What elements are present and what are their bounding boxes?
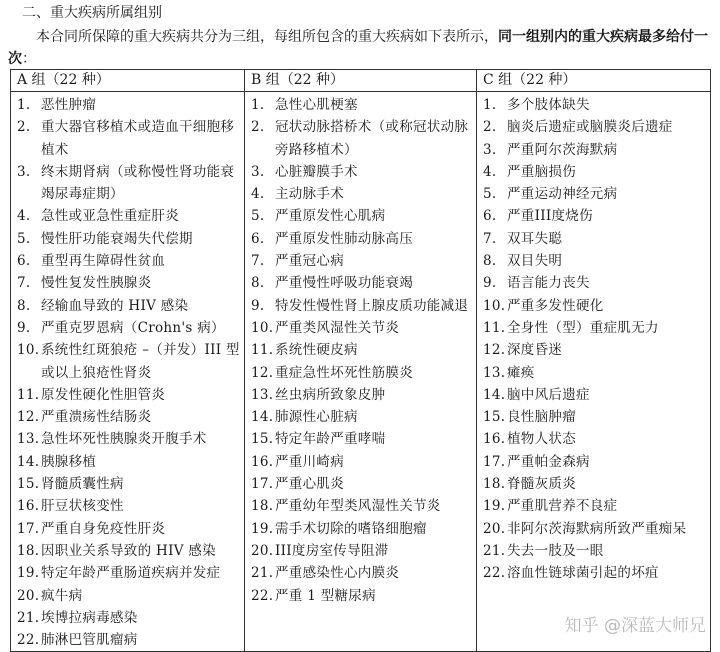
item-number: 15.: [483, 409, 506, 426]
list-item: [245, 250, 476, 272]
item-number: 11.: [17, 386, 40, 403]
list-item: [245, 161, 476, 183]
group-c-list: [477, 94, 710, 585]
list-item: [11, 116, 244, 161]
list-item: [11, 540, 244, 562]
disease-name: 植物人状态: [507, 431, 576, 448]
item-number: 19.: [17, 565, 40, 582]
list-item: [477, 272, 710, 294]
section-heading: 二、重大疾病所属组别: [22, 5, 162, 21]
list-item: [245, 406, 476, 428]
disease-name: 系统性硬皮病: [275, 342, 358, 359]
list-item: [477, 362, 710, 384]
list-item: [11, 272, 244, 294]
disease-name: 疯牛病: [41, 587, 83, 604]
list-item: [11, 94, 244, 116]
list-item: [477, 161, 710, 183]
disease-name: 特发性慢性肾上腺皮质功能减退: [275, 297, 469, 314]
item-number: 18.: [17, 542, 40, 559]
list-item: [11, 317, 244, 339]
item-number: 1.: [17, 97, 31, 113]
disease-name: 系统性红斑狼疮 –（并发）III 型或以上狼疮性肾炎: [41, 342, 240, 381]
item-number: 15.: [17, 476, 40, 493]
item-number: 3.: [251, 163, 265, 180]
item-number: 14.: [483, 386, 506, 403]
item-number: 4.: [251, 186, 265, 203]
list-item: [11, 228, 244, 250]
disease-name: 需手术切除的嗜铬细胞瘤: [275, 520, 427, 537]
list-item: [245, 317, 476, 339]
table-body-row: [11, 92, 711, 652]
disease-name: 良性脑肿瘤: [507, 409, 576, 426]
disease-name: 严重类风湿性关节炎: [275, 319, 400, 336]
group-c-cell: [477, 92, 711, 652]
list-item: [477, 384, 710, 406]
disease-name: 严重原发性肺动脉高压: [275, 230, 413, 247]
list-item: [245, 228, 476, 250]
list-item: [477, 562, 710, 584]
list-item: [245, 94, 476, 116]
list-item: [245, 272, 476, 294]
list-item: [245, 384, 476, 406]
item-number: 20.: [483, 520, 506, 537]
disease-name: 严重多发性硬化: [507, 297, 604, 314]
item-number: 21.: [483, 542, 506, 559]
list-item: [477, 495, 710, 517]
item-number: 21.: [251, 565, 274, 582]
disease-name: 肝豆状核变性: [41, 498, 124, 515]
disease-name: 慢性肝功能衰竭失代偿期: [41, 230, 193, 247]
item-number: 3.: [17, 163, 31, 180]
list-item: [11, 406, 244, 428]
disease-name: 肺淋巴管肌瘤病: [41, 632, 138, 649]
list-item: [477, 250, 710, 272]
disease-name: 胰腺移植: [41, 453, 97, 470]
item-number: 21.: [17, 609, 40, 626]
list-item: [245, 451, 476, 473]
disease-name: 急性或亚急性重症肝炎: [41, 208, 179, 225]
table-header-row: [11, 70, 711, 92]
disease-name: 严重感染性心内膜炎: [275, 565, 400, 582]
list-item: [245, 428, 476, 450]
disease-name: 因职业关系导致的 HIV 感染: [41, 542, 216, 559]
disease-name: 原发性硬化性胆管炎: [41, 386, 166, 403]
disease-name: 深度昏迷: [507, 342, 563, 359]
item-number: 14.: [17, 453, 40, 470]
item-number: 11.: [251, 342, 274, 359]
list-item: [477, 205, 710, 227]
disease-name: 多个肢体缺失: [507, 97, 590, 113]
list-item: [245, 540, 476, 562]
list-item: [477, 94, 710, 116]
item-number: 20.: [17, 587, 40, 604]
list-item: [477, 518, 710, 540]
list-item: [477, 317, 710, 339]
item-number: 12.: [17, 409, 40, 426]
list-item: [11, 473, 244, 495]
intro-bold-text: 同一组别内的重大疾病最多给付一次: [8, 29, 708, 67]
list-item: [11, 607, 244, 629]
disease-name: 严重克罗恩病（Crohn's 病）: [41, 319, 225, 336]
disease-groups-table: [10, 69, 711, 652]
disease-name: 重大器官移植术或造血干细胞移植术: [41, 119, 235, 158]
disease-name: 严重心肌炎: [275, 476, 344, 493]
list-item: [11, 161, 244, 206]
list-item: [11, 295, 244, 317]
disease-name: 严重溃疡性结肠炎: [41, 409, 152, 426]
item-number: 12.: [251, 364, 274, 381]
item-number: 13.: [251, 386, 274, 403]
list-item: [477, 228, 710, 250]
list-item: [477, 540, 710, 562]
list-item: [245, 473, 476, 495]
disease-name: 严重 1 型糖尿病: [275, 587, 376, 604]
list-item: [11, 629, 244, 651]
list-item: [11, 518, 244, 540]
list-item: [11, 585, 244, 607]
item-number: 8.: [483, 253, 497, 270]
item-number: 7.: [251, 253, 265, 270]
disease-name: 严重慢性呼吸功能衰竭: [275, 275, 413, 292]
list-item: [477, 183, 710, 205]
list-item: [245, 339, 476, 361]
disease-name: 严重帕金森病: [507, 453, 590, 470]
list-item: [477, 116, 710, 138]
item-number: 2.: [17, 119, 31, 136]
disease-name: 严重III度烧伤: [507, 208, 593, 225]
watermark: 知乎 @深蓝大师兄: [564, 616, 706, 636]
item-number: 12.: [483, 342, 506, 359]
disease-name: 语言能力丧失: [507, 275, 590, 292]
item-number: 1.: [251, 97, 265, 113]
item-number: 18.: [251, 498, 274, 515]
list-item: [477, 473, 710, 495]
disease-name: 严重阿尔茨海默病: [507, 141, 618, 158]
item-number: 4.: [483, 163, 497, 180]
disease-name: 特定年龄严重肠道疾病并发症: [41, 565, 221, 582]
list-item: [11, 339, 244, 384]
disease-name: 重型再生障碍性贫血: [41, 253, 166, 270]
disease-name: 重症急性坏死性筋膜炎: [275, 364, 413, 381]
item-number: 2.: [251, 119, 265, 136]
list-item: [245, 495, 476, 517]
group-a-list: [11, 94, 244, 651]
list-item: [477, 295, 710, 317]
list-item: [245, 295, 476, 317]
disease-name: 终末期肾病（或称慢性肾功能衰竭尿毒症期）: [41, 163, 235, 203]
disease-name: 主动脉手术: [275, 186, 344, 203]
item-number: 1.: [483, 97, 497, 113]
item-number: 5.: [483, 186, 497, 203]
list-item: [245, 183, 476, 205]
item-number: 9.: [251, 297, 265, 314]
list-item: [11, 562, 244, 584]
intro-paragraph: [8, 26, 712, 70]
list-item: [245, 562, 476, 584]
disease-name: 急性坏死性胰腺炎开腹手术: [41, 431, 207, 448]
item-number: 6.: [483, 208, 497, 225]
item-number: 18.: [483, 476, 506, 493]
list-item: [477, 139, 710, 161]
item-number: 10.: [483, 297, 506, 314]
item-number: 20.: [251, 542, 274, 559]
disease-name: 瘫痪: [507, 364, 535, 381]
disease-name: 丝虫病所致象皮肿: [275, 386, 386, 403]
item-number: 8.: [251, 275, 265, 292]
group-c-header: C 组（22 种）: [477, 70, 711, 92]
disease-name: 严重幼年型类风湿性关节炎: [275, 498, 441, 515]
item-number: 10.: [251, 319, 274, 336]
list-item: [245, 585, 476, 607]
list-item: [245, 205, 476, 227]
disease-name: 双耳失聪: [507, 230, 563, 247]
item-number: 6.: [17, 253, 31, 270]
item-number: 3.: [483, 141, 497, 158]
disease-name: 脑炎后遗症或脑膜炎后遗症: [507, 119, 673, 136]
disease-name: 肺源性心脏病: [275, 409, 358, 426]
list-item: [477, 406, 710, 428]
item-number: 17.: [251, 476, 274, 493]
disease-name: 严重川崎病: [275, 453, 344, 470]
disease-name: 严重运动神经元病: [507, 186, 618, 203]
disease-name: 肾髓质囊性病: [41, 476, 124, 493]
list-item: [11, 250, 244, 272]
list-item: [11, 451, 244, 473]
list-item: [477, 339, 710, 361]
list-item: [245, 518, 476, 540]
item-number: 10.: [17, 342, 40, 359]
disease-name: 严重冠心病: [275, 253, 344, 270]
disease-name: III度房室传导阻滞: [275, 542, 389, 559]
disease-name: 脊髓灰质炎: [507, 476, 576, 493]
list-item: [11, 428, 244, 450]
item-number: 8.: [17, 297, 31, 314]
group-b-list: [245, 94, 476, 607]
disease-name: 严重脑损伤: [507, 163, 576, 180]
disease-name: 全身性（型）重症肌无力: [507, 319, 659, 336]
item-number: 11.: [483, 319, 506, 336]
item-number: 22.: [17, 632, 40, 649]
item-number: 19.: [483, 498, 506, 515]
group-b-header: B 组（22 种）: [245, 70, 477, 92]
list-item: [11, 384, 244, 406]
group-a-header: A 组（22 种）: [11, 70, 245, 92]
list-item: [477, 451, 710, 473]
item-number: 7.: [17, 275, 31, 292]
list-item: [477, 428, 710, 450]
disease-name: 经输血导致的 HIV 感染: [41, 297, 189, 314]
disease-name: 慢性复发性胰腺炎: [41, 275, 152, 292]
intro-text: 本合同所保障的重大疾病共分为三组，每组所包含的重大疾病如下表所示，: [36, 29, 498, 45]
item-number: 16.: [251, 453, 274, 470]
item-number: 7.: [483, 230, 497, 247]
item-number: 16.: [483, 431, 506, 448]
list-item: [245, 116, 476, 161]
item-number: 15.: [251, 431, 274, 448]
item-number: 14.: [251, 409, 274, 426]
item-number: 9.: [483, 275, 497, 292]
item-number: 19.: [251, 520, 274, 537]
disease-name: 严重肌营养不良症: [507, 498, 618, 515]
disease-name: 心脏瓣膜手术: [275, 163, 358, 180]
disease-name: 埃博拉病毒感染: [41, 609, 138, 626]
item-number: 22.: [483, 565, 506, 582]
disease-name: 冠状动脉搭桥术（或称冠状动脉旁路移植术）: [275, 119, 469, 158]
list-item: [245, 362, 476, 384]
item-number: 17.: [483, 453, 506, 470]
disease-name: 失去一肢及一眼: [507, 542, 604, 559]
disease-name: 严重原发性心肌病: [275, 208, 386, 225]
group-b-cell: [245, 92, 477, 652]
disease-name: 特定年龄严重哮喘: [275, 431, 386, 448]
item-number: 13.: [483, 364, 506, 381]
item-number: 2.: [483, 119, 497, 136]
item-number: 22.: [251, 587, 274, 604]
list-item: [11, 205, 244, 227]
disease-name: 溶血性链球菌引起的坏疽: [507, 565, 659, 582]
item-number: 13.: [17, 431, 40, 448]
disease-name: 双目失明: [507, 253, 563, 270]
group-a-cell: [11, 92, 245, 652]
item-number: 16.: [17, 498, 40, 515]
disease-name: 严重自身免疫性肝炎: [41, 520, 166, 537]
disease-name: 急性心肌梗塞: [275, 97, 358, 113]
intro-end: ：: [22, 51, 36, 67]
list-item: [11, 495, 244, 517]
item-number: 5.: [251, 208, 265, 225]
disease-name: 脑中风后遗症: [507, 386, 590, 403]
item-number: 4.: [17, 208, 31, 225]
disease-name: 恶性肿瘤: [41, 97, 97, 113]
item-number: 17.: [17, 520, 40, 537]
disease-name: 非阿尔茨海默病所致严重痴呆: [507, 520, 687, 537]
item-number: 6.: [251, 230, 265, 247]
item-number: 5.: [17, 230, 31, 247]
item-number: 9.: [17, 319, 31, 336]
